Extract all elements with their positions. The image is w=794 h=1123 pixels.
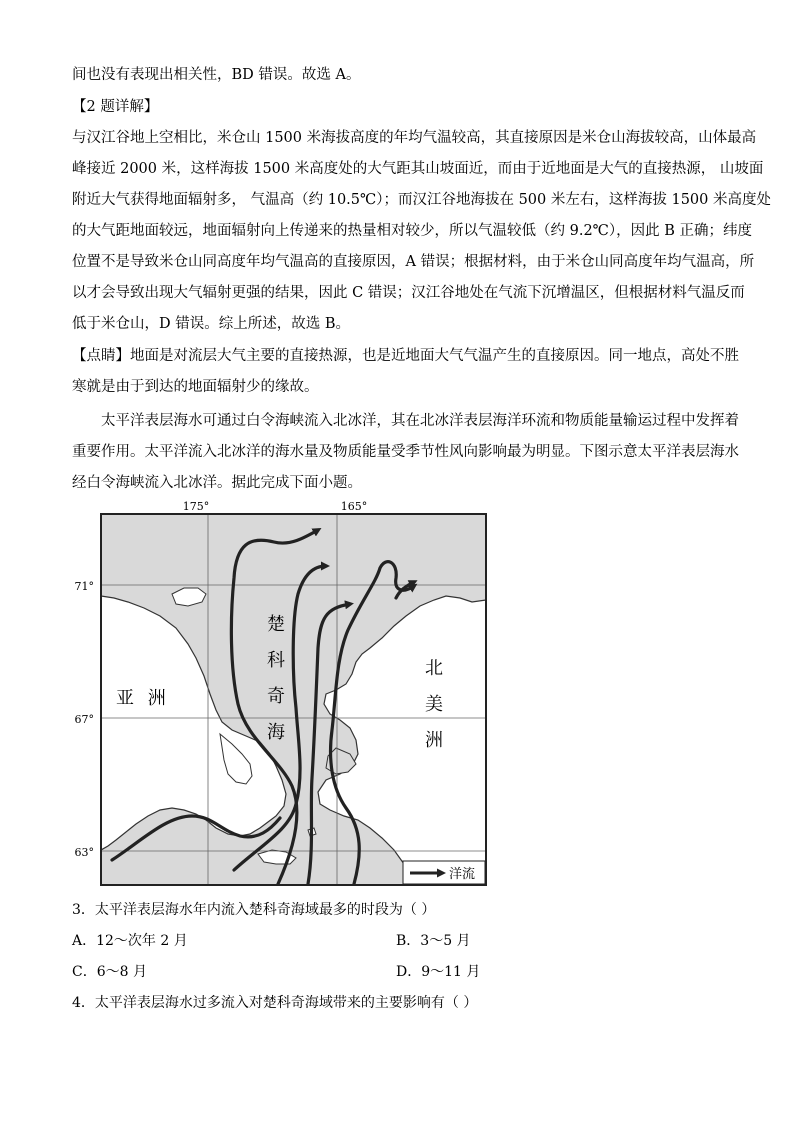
q2-detail-line: 附近大气获得地面辐射多， 气温高（约 10.5℃）；而汉江谷地海拔在 500 米左右，这样海拔 1500 米高度处 — [72, 192, 771, 208]
q2-detail-heading: 【2 题详解】 — [72, 99, 159, 115]
q2-detail-line: 峰接近 2000 米，这样海拔 1500 米高度处的大气距其山坡面近，而由于近地面是大气的直接热源， 山坡面 — [72, 161, 764, 177]
na-label-char: 北 — [425, 658, 443, 679]
q2-detail-section — [72, 92, 771, 340]
q2-detail-line: 以才会导致出现大气辐射更强的结果，因此 C 错误；汉江谷地处在气流下沉增温区，但根据材料气温反而 — [72, 285, 745, 301]
lon-label: 175° — [182, 500, 210, 513]
lat-label: 71° — [74, 580, 94, 593]
q3-option-c[interactable]: C．6～8 月 — [72, 964, 147, 980]
sea-label-char: 楚 — [267, 614, 285, 635]
q3-option-a[interactable]: A．12～次年 2 月 — [72, 933, 188, 949]
sea-label-char: 奇 — [267, 686, 285, 707]
legend-label: 洋流 — [449, 867, 476, 882]
tip-label: 【点睛】 — [72, 348, 130, 364]
tip-line — [72, 341, 739, 372]
passage-line: 重要作用。太平洋流入北冰洋的海水量及物质能量受季节性风向影响最为明显。下图示意太平洋表层海水 — [72, 444, 739, 460]
tip-section — [72, 341, 739, 403]
lon-label: 165° — [340, 500, 368, 513]
bering-chukchi-map — [74, 498, 490, 890]
tip-line: 寒就是由于到达的地面辐射少的缘故。 — [72, 379, 319, 395]
passage-line: 太平洋表层海水可通过白令海峡流入北冰洋，其在北冰洋表层海洋环流和物质能量输运过程中发挥着 — [101, 413, 739, 429]
sea-label-char: 科 — [267, 650, 285, 671]
passage-line: 经白令海峡流入北冰洋。据此完成下面小题。 — [72, 475, 362, 491]
na-label-char: 美 — [425, 694, 443, 715]
na-label-char: 洲 — [425, 730, 443, 751]
q2-detail-line: 的大气距地面较远，地面辐射向上传递来的热量相对较少，所以气温较低（约 9.2℃），因此 B 正确；纬度 — [72, 223, 753, 239]
lat-label: 63° — [74, 846, 94, 859]
map-legend — [403, 861, 485, 884]
q2-detail-line: 位置不是导致米仓山同高度年均气温高的直接原因，A 错误；根据材料，由于米仓山同高度年均气温高，所 — [72, 254, 755, 270]
intro-text — [72, 60, 722, 91]
q4-stem: 4．太平洋表层海水过多流入对楚科奇海域带来的主要影响有（ ） — [72, 995, 478, 1011]
asia-label: 亚 洲 — [116, 688, 170, 709]
q2-detail-line: 低于米仓山，D 错误。综上所述，故选 B。 — [72, 316, 350, 332]
q3-option-b[interactable]: B．3～5 月 — [396, 933, 471, 949]
lat-label: 67° — [74, 713, 94, 726]
q3-stem: 3．太平洋表层海水年内流入楚科奇海域最多的时段为（ ） — [72, 902, 436, 918]
q2-detail-line: 与汉江谷地上空相比，米仓山 1500 米海拔高度的年均气温较高，其直接原因是米仓山海拔较高，山体最高 — [72, 130, 757, 146]
sea-label-char: 海 — [267, 722, 285, 743]
tip-text: 地面是对流层大气主要的直接热源，也是近地面大气气温产生的直接原因。同一地点，高处不胜 — [130, 348, 739, 364]
q3-option-d[interactable]: D．9～11 月 — [396, 964, 481, 980]
intro-line: 间也没有表现出相关性，BD 错误。故选 A。 — [72, 67, 361, 83]
passage-section — [72, 406, 739, 499]
